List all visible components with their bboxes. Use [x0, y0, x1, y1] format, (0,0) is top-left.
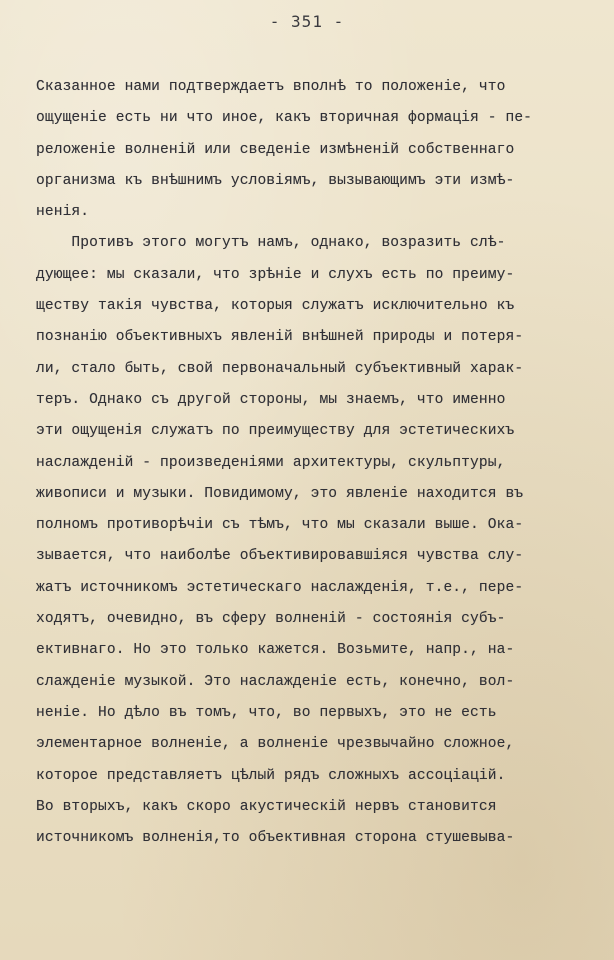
- text-line: ощущенiе есть ни что иное, какъ вторичная формацiя - пе-: [36, 110, 533, 127]
- text-line: дующее: мы сказали, что зрѣнiе и слухъ есть по преиму-: [36, 266, 515, 283]
- text-line: Противъ этого могутъ намъ, однако, возразить слѣ-: [36, 235, 506, 252]
- text-line: элементарное волненiе, а волненiе чрезвычайно сложное,: [36, 736, 515, 753]
- text-line: ективнаго. Но это только кажется. Возьмите, напр., на-: [36, 642, 515, 659]
- text-line: реложенiе волненiй или сведенiе измѣненiй собственнаго: [36, 141, 515, 158]
- text-line: ходятъ, очевидно, въ сферу волненiй - состоянiя субъ-: [36, 611, 506, 628]
- text-line: ществу такiя чувства, которыя служатъ исключительно къ: [36, 298, 515, 315]
- text-line: Во вторыхъ, какъ скоро акустическiй нервъ становится: [36, 798, 497, 815]
- body-text: [36, 72, 584, 854]
- text-line: ненiя.: [36, 204, 90, 221]
- text-line: жатъ источникомъ эстетическаго наслажденiя, т.е., пере-: [36, 579, 524, 596]
- text-line: наслажденiй - произведенiями архитектуры, скульптуры,: [36, 454, 506, 471]
- page-number: - 351 -: [269, 12, 345, 31]
- text-line: слажденiе музыкой. Это наслажденiе есть, конечно, вол-: [36, 673, 515, 690]
- text-line: полномъ противорѣчiи съ тѣмъ, что мы сказали выше. Ока-: [36, 517, 524, 534]
- text-line: источникомъ волненiя,то объективная сторона стушевыва-: [36, 830, 515, 847]
- text-line: организма къ внѣшнимъ условiямъ, вызывающимъ эти измѣ-: [36, 172, 515, 189]
- text-line: эти ощущенiя служатъ по преимуществу для эстетическихъ: [36, 423, 515, 440]
- text-line: ненiе. Но дѣло въ томъ, что, во первыхъ, это не есть: [36, 704, 497, 721]
- text-line: теръ. Однако съ другой стороны, мы знаемъ, что именно: [36, 391, 506, 408]
- text-line: Сказанное нами подтверждаетъ вполнѣ то положенiе, что: [36, 79, 506, 95]
- text-line: живописи и музыки. Повидимому, это явленiе находится въ: [36, 485, 524, 502]
- text-line: зывается, что наиболѣе объективировавшiяся чувства слу-: [36, 548, 524, 565]
- text-line: которое представляетъ цѣлый рядъ сложныхъ ассоцiацiй.: [36, 767, 506, 784]
- text-line: ли, стало быть, свой первоначальный субъективный харак-: [36, 360, 524, 377]
- text-line: познанiю объективныхъ явленiй внѣшней природы и потеря-: [36, 329, 524, 346]
